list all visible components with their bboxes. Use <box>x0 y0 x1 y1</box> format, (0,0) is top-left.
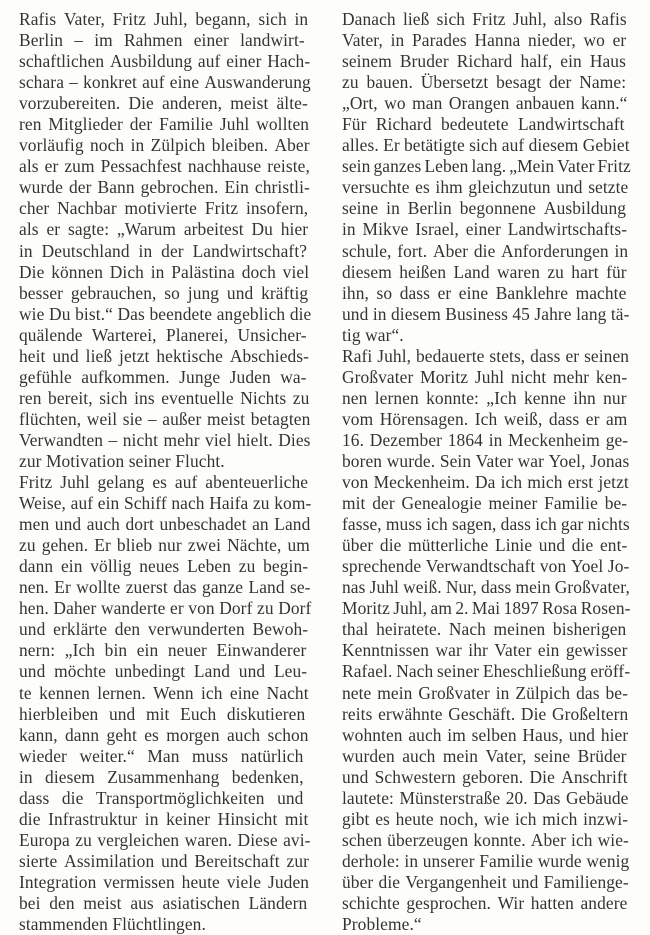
text-line: stammenden Flüchtlingen. <box>19 914 206 935</box>
text-line: dann ein völlig neues Leben zu begin- <box>19 556 309 577</box>
text-line: in diesem Zusammenhang bedenken, <box>19 766 304 787</box>
text-line: seine in Berlin begonnene Ausbildung <box>342 198 627 219</box>
text-line: und Schwestern geboren. Die Anschrift <box>342 766 628 787</box>
text-line: mit der Genealogie meiner Familie be- <box>342 493 628 514</box>
text-column-right <box>342 9 634 935</box>
text-line: nen lernen konnte: „Ich kenne ihn nur <box>342 387 627 408</box>
text-line: lautete: Münsterstraße 20. Das Gebäude <box>342 787 629 808</box>
text-line: „Ort, wo man Orangen anbauen kann.“ <box>342 93 628 114</box>
text-line: seinem Bruder Richard half, ein Haus <box>342 51 626 72</box>
text-line: men und auch dort unbeschadet an Land <box>19 514 311 535</box>
text-line: wieder weiter.“ Man muss natürlich <box>19 745 304 766</box>
text-line: nete mein Großvater in Zülpich das be- <box>342 682 629 703</box>
text-line: hierbleiben und mit Euch diskutieren <box>19 703 306 724</box>
text-line: von Meckenheim. Da ich mich erst jetzt <box>342 472 629 493</box>
text-line: ren Mitglieder der Familie Juhl wollten <box>19 114 310 135</box>
text-line: alles. Er betätigte sich auf diesem Gebiet <box>342 135 630 156</box>
text-line: derhole: in unserer Familie wurde wenig <box>342 850 630 871</box>
text-line: zur Motivation seiner Flucht. <box>19 450 225 471</box>
text-line: boren wurde. Sein Vater war Yoel, Jonas <box>342 450 630 471</box>
text-line: Moritz Juhl, am 2. Mai 1897 Rosa Rosen- <box>342 598 631 619</box>
text-line: cher Nachbar motivierte Fritz insofern, <box>19 198 309 219</box>
text-line: heit und ließ jetzt hektische Abschieds- <box>19 345 310 366</box>
text-line: Vater, in Parades Hanna nieder, wo er <box>342 30 627 51</box>
text-line: Integration vermissen heute viele Juden <box>19 871 310 892</box>
text-line: ihn, so dass er eine Banklehre machte <box>342 282 627 303</box>
text-line: Danach ließ sich Fritz Juhl, also Rafis <box>342 9 627 29</box>
text-line: ren bereit, sich ins eventuelle Nichts zu <box>19 387 310 408</box>
text-line: Europa zu vergleichen waren. Diese avi- <box>19 829 311 850</box>
text-line: Verwandten – nicht mehr viel hielt. Dies <box>19 429 311 450</box>
paragraph <box>342 346 634 935</box>
text-line: Berlin – im Rahmen einer landwirt- <box>19 30 305 51</box>
text-line: und möchte unbedingt Land und Leu- <box>19 661 308 682</box>
text-column-left <box>19 9 316 935</box>
text-line: schichte gesprochen. Wir hatten andere <box>342 892 628 913</box>
text-line: als er sagte: „Warum arbeitest Du hier <box>19 219 309 240</box>
text-line: wohnten auch im selben Haus, und hier <box>342 724 629 745</box>
text-line: versuchte es ihm gleichzutun und setzte <box>342 177 629 198</box>
text-line: nas Juhl weiß. Nur, dass mein Großvater, <box>342 577 630 598</box>
text-line: Kenntnissen war ihr Vater ein gewisser <box>342 640 628 661</box>
text-line: gefühle aufkommen. Junge Juden wa- <box>19 366 307 387</box>
text-line: über die Vergangenheit und Familienge- <box>342 871 629 892</box>
paragraph <box>19 472 316 935</box>
text-line: Weise, auf ein Schiff nach Haifa zu kom- <box>19 493 312 514</box>
text-line: te kennen lernen. Wenn ich eine Nacht <box>19 682 309 703</box>
text-line: und in diesem Business 45 Jahre lang tä- <box>342 303 630 324</box>
text-line: wie Du bist.“ Das beendete angeblich die <box>19 303 312 324</box>
text-line: und erklärte den verwunderten Bewoh- <box>19 619 309 640</box>
text-line: fasse, muss ich sagen, dass ich gar nichts <box>342 514 630 535</box>
paragraph <box>19 9 316 472</box>
text-line: besser gebrauchen, so jung und kräftig <box>19 282 309 303</box>
text-line: kann, dann geht es morgen auch schon <box>19 724 309 745</box>
text-line: schule, fort. Aber die Anforderungen in <box>342 240 629 261</box>
text-line: schaftlichen Ausbildung auf einer Hach- <box>19 51 311 72</box>
text-line: in Mikve Israel, einer Landwirtschafts- <box>342 219 628 240</box>
text-line: reits erwähnte Geschäft. Die Großeltern <box>342 703 629 724</box>
text-line: gibt es heute noch, wie ich mich inzwi- <box>342 808 629 829</box>
text-line: 16. Dezember 1864 in Meckenheim ge- <box>342 429 629 450</box>
text-line: schen überzeugen konnte. Aber ich wie- <box>342 829 629 850</box>
text-line: die Infrastruktur in keiner Hinsicht mit <box>19 808 309 829</box>
text-line: in Deutschland in der Landwirtschaft? <box>19 240 308 261</box>
text-line: dass die Transportmöglichkeiten und <box>19 787 304 808</box>
text-line: thal heiratete. Nach meinen bisherigen <box>342 619 627 640</box>
paragraph <box>342 9 634 346</box>
text-line: hen. Daher wanderte er von Dorf zu Dorf <box>19 598 312 619</box>
text-line: Rafi Juhl, bedauerte stets, dass er seinen <box>342 345 630 366</box>
text-line: Fritz Juhl gelang es auf abenteuerliche <box>19 472 309 493</box>
text-line: quälende Warterei, Planerei, Unsicher- <box>19 324 307 345</box>
text-line: vorzubereiten. Die anderen, meist älte- <box>19 93 308 114</box>
text-line: sierte Assimilation und Bereitschaft zur <box>19 850 310 871</box>
text-line: diesem heißen Land waren zu hart für <box>342 261 627 282</box>
text-line: vorläufig noch in Zülpich bleiben. Aber <box>19 135 310 156</box>
text-line: zu bauen. Übersetzt besagt der Name: <box>342 72 627 93</box>
text-line: tig war“. <box>342 324 404 345</box>
text-line: zu gehen. Er blieb nur zwei Nächte, um <box>19 535 310 556</box>
text-line: Großvater Moritz Juhl nicht mehr ken- <box>342 366 628 387</box>
text-line: als er zum Pessachfest nachhause reiste, <box>19 156 310 177</box>
text-line: bei den meist aus asiatischen Ländern <box>19 892 308 913</box>
text-line: sein ganzes Leben lang. „Mein Vater Fritz <box>342 156 631 177</box>
text-line: schara – konkret auf eine Auswanderung <box>19 72 311 93</box>
text-line: nern: „Ich bin ein neuer Einwanderer <box>19 640 307 661</box>
text-line: wurden auch mein Vater, seine Brüder <box>342 745 627 766</box>
text-line: Die können Dich in Palästina doch viel <box>19 261 310 282</box>
text-line: Für Richard bedeutete Landwirtschaft <box>342 114 625 135</box>
text-line: flüchten, weil sie – außer meist betagten <box>19 408 311 429</box>
text-line: nen. Er wollte zuerst das ganze Land se- <box>19 577 311 598</box>
text-line: vom Hörensagen. Ich weiß, dass er am <box>342 408 628 429</box>
text-line: über die mütterliche Linie und die ent- <box>342 535 628 556</box>
text-line: Rafael. Nach seiner Eheschließung eröff- <box>342 661 631 682</box>
text-line: Probleme.“ <box>342 914 422 935</box>
text-line: sprechende Verwandtschaft von Yoel Jo- <box>342 556 630 577</box>
text-line: wurde der Bann gebrochen. Ein christli- <box>19 177 310 198</box>
text-line: Rafis Vater, Fritz Juhl, begann, sich in <box>19 9 309 29</box>
